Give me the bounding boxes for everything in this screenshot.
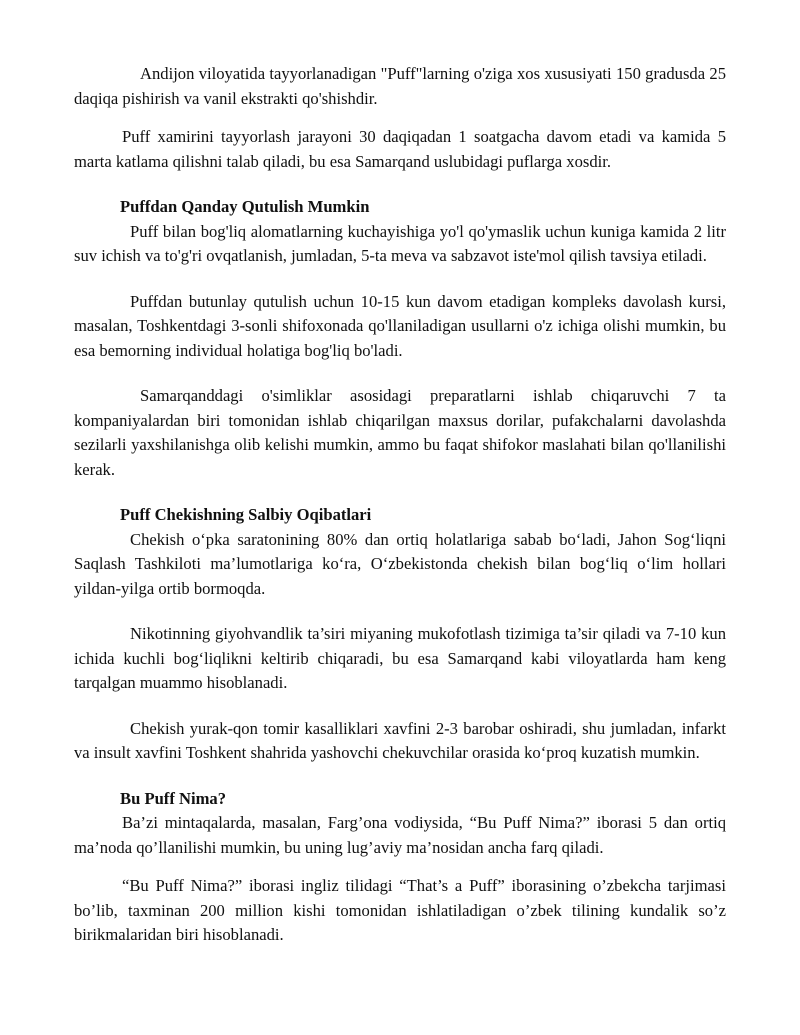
paragraph: Andijon viloyatida tayyorlanadigan "Puff"larning o'ziga xos xususiyati 150 gradusda 25 daqiqa pishirish va vanil ekstrakti qo'shishdir. xyxy=(74,64,726,108)
paragraph: Chekish yurak-qon tomir kasalliklari xavfini 2-3 barobar oshiradi, shu jumladan, infarkt va insult xavfini Toshkent shahrida yashovchi chekuvchilar orasida ko‘proq kuzatish mumkin. xyxy=(74,718,726,762)
paragraph: Puff bilan bog'liq alomatlarning kuchayishiga yo'l qo'ymaslik uchun kuniga kamida 2 litr suv ichish va to'g'ri ovqatlanish, jumladan, 5-ta meva va sabzavot iste'mol qilish tavsiya etiladi. xyxy=(74,221,726,265)
paragraph: Puffdan butunlay qutulish uchun 10-15 kun davom etadigan kompleks davolash kursi, masalan, Toshkentdagi 3-sonli shifoxonada qo'llaniladigan usullarni o'z ichiga olishi mumkin, bu esa bemorning individual holatiga bog'liq bo'ladi. xyxy=(74,291,726,360)
section-heading: Bu Puff Nima? xyxy=(120,788,227,808)
paragraph: Samarqanddagi o'simliklar asosidagi preparatlarni ishlab chiqaruvchi 7 ta kompaniyalardan biri tomonidan ishlab chiqarilgan maxsus dorilar, pufakchalarni davolashda sezilarli yaxshilanishga olib kelishi mumkin, ammo bu faqat shifokor maslahati bilan qo'llanilishi kerak. xyxy=(74,386,726,479)
paragraph: Nikotinning giyohvandlik ta’siri miyaning mukofotlash tizimiga ta’sir qiladi va 7-10 kun ichida kuchli bog‘liqlikni keltirib chiqaradi, bu esa Samarqand kabi viloyatlarda ham keng tarqalgan muammo hisoblanadi. xyxy=(74,624,726,692)
paragraph: Chekish o‘pka saratonining 80% dan ortiq holatlariga sabab bo‘ladi, Jahon Sog‘liqni Saqlash Tashkiloti ma’lumotlariga ko‘ra, O‘zbekistonda chekish bilan bog‘liq o‘lim hollari yildan-yilga ortib bormoqda. xyxy=(74,529,726,598)
paragraph: Ba’zi mintaqalarda, masalan, Farg’ona vodiysida, “Bu Puff Nima?” iborasi 5 dan ortiq ma’noda qo’llanilishi mumkin, bu uning lug’aviy ma’nosidan ancha farq qiladi. xyxy=(74,813,726,857)
section-heading: Puffdan Qanday Qutulish Mumkin xyxy=(120,197,370,216)
paragraph: “Bu Puff Nima?” iborasi ingliz tilidagi “That’s a Puff” iborasining o’zbekcha tarjimasi bo’lib, taxminan 200 million kishi tomonidan ishlatiladigan o’zbek tilining kundalik so’z birikmalaridan biri hisoblanadi. xyxy=(74,876,726,944)
section-heading: Puff Chekishning Salbiy Oqibatlari xyxy=(120,505,372,524)
paragraph: Puff xamirini tayyorlash jarayoni 30 daqiqadan 1 soatgacha davom etadi va kamida 5 marta katlama qilishni talab qiladi, bu esa Samarqand uslubidagi puflarga xosdir. xyxy=(74,127,726,171)
